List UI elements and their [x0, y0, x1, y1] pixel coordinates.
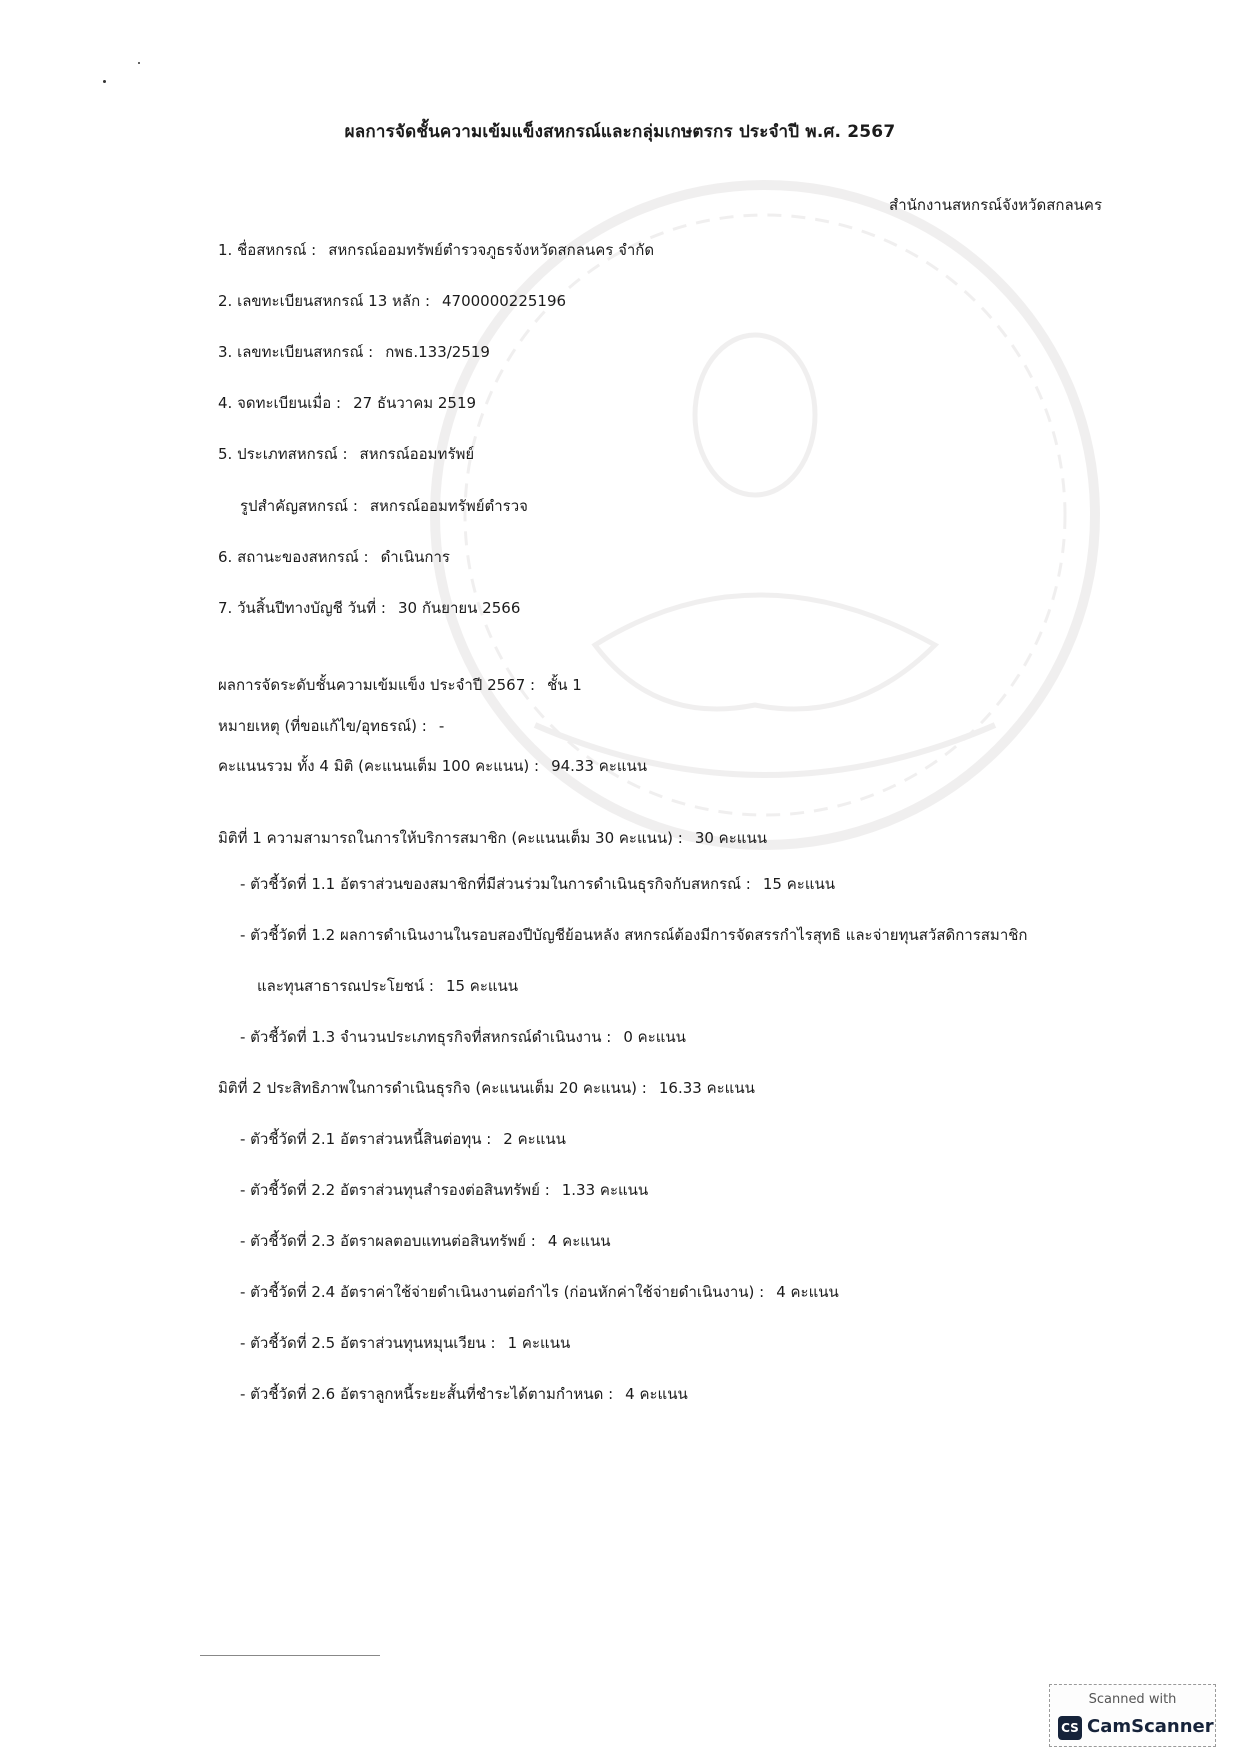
- indicator-2-6: [240, 1382, 688, 1406]
- indicator-2-1-score: 2 คะแนน: [503, 1130, 566, 1148]
- grade-row: [218, 673, 582, 697]
- reg13-row: [218, 289, 566, 313]
- coop-type-label: 5. ประเภทสหกรณ์ :: [218, 445, 348, 463]
- dimension-2-header: [218, 1076, 755, 1100]
- scanned-with-text: Scanned with: [1088, 1692, 1177, 1707]
- indicator-1-2-label: - ตัวชี้วัดที่ 1.2 ผลการดำเนินงานในรอบสองปีบัญชีย้อนหลัง สหกรณ์ต้องมีการจัดสรรกำไรสุทธิ และจ่ายทุนสวัสดิการสมาชิก: [240, 926, 1028, 944]
- indicator-2-6-score: 4 คะแนน: [625, 1385, 688, 1403]
- coop-form-label: รูปสำคัญสหกรณ์ :: [240, 497, 358, 515]
- indicator-1-3-label: - ตัวชี้วัดที่ 1.3 จำนวนประเภทธุรกิจที่สหกรณ์ดำเนินงาน :: [240, 1028, 612, 1046]
- indicator-1-3-score: 0 คะแนน: [623, 1028, 686, 1046]
- indicator-2-4-score: 4 คะแนน: [776, 1283, 839, 1301]
- note-label: หมายเหตุ (ที่ขอแก้ไข/อุทธรณ์) :: [218, 717, 427, 735]
- scan-speck: [103, 80, 106, 83]
- reg-date-row: [218, 391, 476, 415]
- total-score-row: [218, 754, 647, 778]
- scan-speck: [138, 62, 140, 64]
- document-title: ผลการจัดชั้นความเข้มแข็งสหกรณ์และกลุ่มเกษตรกร ประจำปี พ.ศ. 2567: [344, 122, 896, 142]
- coop-form-value: สหกรณ์ออมทรัพย์ตำรวจ: [369, 497, 528, 515]
- indicator-1-2-continuation: [257, 974, 518, 998]
- indicator-2-3-label: - ตัวชี้วัดที่ 2.3 อัตราผลตอบแทนต่อสินทรัพย์ :: [240, 1232, 536, 1250]
- grade-value: ชั้น 1: [547, 676, 582, 694]
- reg-date-label: 4. จดทะเบียนเมื่อ :: [218, 394, 342, 412]
- indicator-2-3-score: 4 คะแนน: [547, 1232, 611, 1250]
- indicator-2-5-score: 1 คะแนน: [507, 1334, 571, 1352]
- fiscal-year-end-value: 30 กันยายน 2566: [397, 599, 521, 617]
- dimension-1-score: 30 คะแนน: [694, 829, 767, 847]
- indicator-2-1: [240, 1127, 566, 1151]
- coop-name-row: [218, 238, 654, 262]
- coop-status-row: [218, 545, 450, 569]
- indicator-2-4: [240, 1280, 839, 1304]
- dimension-1-label: มิติที่ 1 ความสามารถในการให้บริการสมาชิก (คะแนนเต็ม 30 คะแนน) :: [218, 829, 683, 847]
- note-value: -: [438, 717, 445, 735]
- reg13-value: 4700000225196: [442, 292, 567, 310]
- reg13-label: 2. เลขทะเบียนสหกรณ์ 13 หลัก :: [218, 292, 430, 310]
- indicator-1-3: [240, 1025, 686, 1049]
- issuing-office: สำนักงานสหกรณ์จังหวัดสกลนคร: [889, 196, 1102, 214]
- footer-rule: [200, 1655, 380, 1656]
- fiscal-year-end-label: 7. วันสิ้นปีทางบัญชี วันที่ :: [218, 599, 386, 617]
- indicator-2-4-label: - ตัวชี้วัดที่ 2.4 อัตราค่าใช้จ่ายดำเนินงานต่อกำไร (ก่อนหักค่าใช้จ่ายดำเนินงาน) :: [240, 1283, 765, 1301]
- coop-form-row: [240, 494, 528, 518]
- indicator-2-2-label: - ตัวชี้วัดที่ 2.2 อัตราส่วนทุนสำรองต่อสินทรัพย์ :: [240, 1181, 550, 1199]
- indicator-1-2-score: 15 คะแนน: [445, 977, 519, 995]
- reg-row: [218, 340, 490, 364]
- dimension-1-header: [218, 826, 767, 850]
- camscanner-logo-icon: CS: [1058, 1716, 1082, 1740]
- reg-value: กพธ.133/2519: [385, 343, 490, 361]
- dimension-2-label: มิติที่ 2 ประสิทธิภาพในการดำเนินธุรกิจ (คะแนนเต็ม 20 คะแนน) :: [218, 1079, 647, 1097]
- coop-type-row: [218, 442, 474, 466]
- coop-status-label: 6. สถานะของสหกรณ์ :: [218, 548, 369, 566]
- reg-date-value: 27 ธันวาคม 2519: [353, 394, 477, 412]
- grade-label: ผลการจัดระดับชั้นความเข้มแข็ง ประจำปี 2567 :: [218, 676, 536, 694]
- indicator-2-1-label: - ตัวชี้วัดที่ 2.1 อัตราส่วนหนี้สินต่อทุน :: [240, 1130, 492, 1148]
- camscanner-badge: [1049, 1684, 1216, 1747]
- indicator-1-1: [240, 872, 835, 896]
- indicator-2-6-label: - ตัวชี้วัดที่ 2.6 อัตราลูกหนี้ระยะสั้นที่ชำระได้ตามกำหนด :: [240, 1385, 614, 1403]
- reg-label: 3. เลขทะเบียนสหกรณ์ :: [218, 343, 374, 361]
- indicator-2-5-label: - ตัวชี้วัดที่ 2.5 อัตราส่วนทุนหมุนเวียน :: [240, 1334, 496, 1352]
- total-score-value: 94.33 คะแนน: [551, 757, 648, 775]
- indicator-1-2-cont-label: และทุนสาธารณประโยชน์ :: [257, 977, 434, 995]
- indicator-2-2: [240, 1178, 648, 1202]
- note-row: [218, 714, 444, 738]
- indicator-2-5: [240, 1331, 570, 1355]
- coop-status-value: ดำเนินการ: [380, 548, 450, 566]
- indicator-2-2-score: 1.33 คะแนน: [561, 1181, 649, 1199]
- coop-type-value: สหกรณ์ออมทรัพย์: [359, 445, 475, 463]
- indicator-1-1-score: 15 คะแนน: [762, 875, 835, 893]
- dimension-2-score: 16.33 คะแนน: [658, 1079, 755, 1097]
- indicator-1-1-label: - ตัวชี้วัดที่ 1.1 อัตราส่วนของสมาชิกที่มีส่วนร่วมในการดำเนินธุรกิจกับสหกรณ์ :: [240, 875, 751, 893]
- coop-name-value: สหกรณ์ออมทรัพย์ตำรวจภูธรจังหวัดสกลนคร จำกัด: [328, 241, 655, 259]
- indicator-2-3: [240, 1229, 610, 1253]
- total-score-label: คะแนนรวม ทั้ง 4 มิติ (คะแนนเต็ม 100 คะแนน) :: [218, 757, 540, 775]
- camscanner-name: CamScanner: [1087, 1716, 1214, 1737]
- fiscal-year-end-row: [218, 596, 520, 620]
- coop-name-label: 1. ชื่อสหกรณ์ :: [218, 241, 317, 259]
- indicator-1-2: [240, 923, 1028, 947]
